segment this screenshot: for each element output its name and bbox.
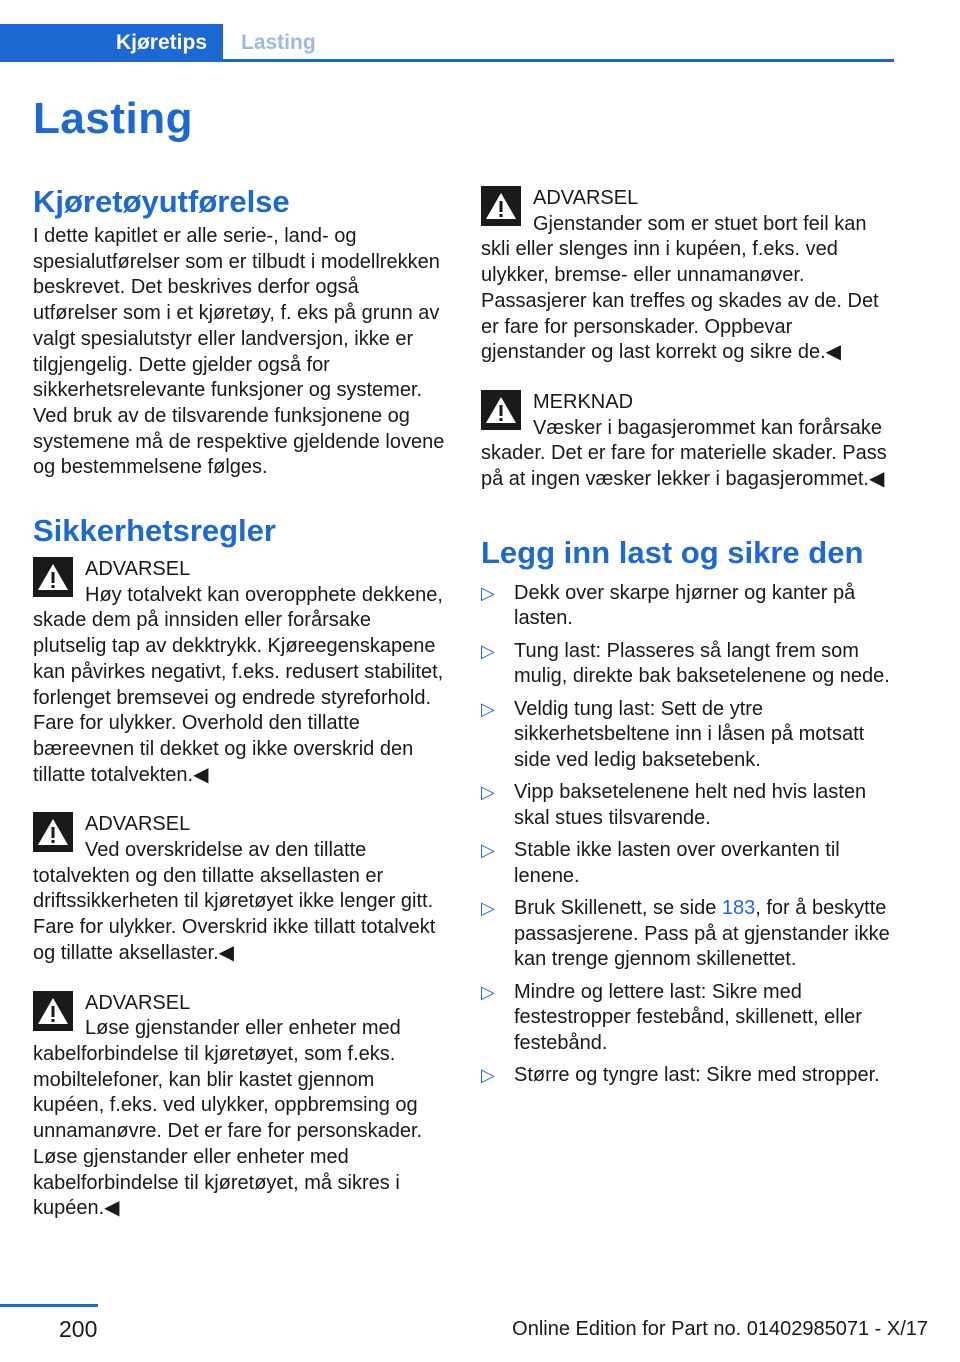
footer-rule [0,1304,98,1307]
warning-label: ADVARSEL [533,187,639,209]
warning-text: Gjenstander som er stuet bort feil kan skli eller slenges inn i kupéen, f.eks. ved ulykker, bremse- eller unnamanøver. Passasjerer kan treffes og skades av de. Det er fare for personskader. Oppbevar gjenstander og last korrekt og sikre de. [481,212,879,364]
warning-text: Høy totalvekt kan overopphete dekkene, skade dem på innsiden eller forårsake plutselig tap av dekktrykk. Kjøreegenskapene kan påvirkes negativt, f.eks. redusert stabilitet, forlenget bremsevei og endrede styreforhold. Fare for ulykker. Overhold den tillatte bæreevnen til dekket og ikke overskrid den tillatte totalvekten. [33,583,444,786]
warning-text: Ved overskridelse av den tillatte totalvekten og den tillatte aksellasten er driftssikkerheten til kjøretøyet ikke lenger gitt. Fare for ulykker. Overskrid ikke tillatt totalvekt og tillatte aksellaster. [33,839,436,964]
triangle-right-icon: ▷ [481,698,495,719]
notice-block [481,390,895,493]
list-item: ▷ Stable ikke lasten over overkanten til lenene. [481,839,840,887]
page-reference-link[interactable]: 183 [721,896,756,919]
notice-text: Væsker i bagasjerommet kan forårsake skader. Det er fare for materielle skader. Pass på at ingen væsker lekker i bagasjerommet. [481,416,887,491]
end-mark: ◀ [104,1197,120,1220]
page-number: 200 [59,1316,98,1342]
warning-triangle-icon [33,991,73,1031]
list-item: ▷ Veldig tung last: Sett de ytre sikkerhetsbeltene inn i låsen på motsatt side ved ledig baksetebenk. [481,697,865,771]
section-heading-loading: Legg inn last og sikre den [481,534,864,570]
tab-lasting[interactable]: Lasting [241,31,316,54]
list-item: ▷ Større og tyngre last: Sikre med stropper. [481,1063,895,1089]
triangle-right-icon: ▷ [481,840,495,861]
warning-triangle-icon [481,390,521,430]
warning-triangle-icon [481,186,521,226]
warning-block [33,991,447,1222]
triangle-right-icon: ▷ [481,1065,495,1086]
list-item: ▷ Mindre og lettere last: Sikre med festestropper festebånd, skillenett, eller festebånd. [481,980,862,1054]
warning-block [33,557,447,788]
end-mark: ◀ [218,941,235,964]
triangle-right-icon: ▷ [481,981,495,1002]
warning-block [481,186,895,366]
end-mark: ◀ [825,341,842,364]
page-title: Lasting [33,94,193,143]
list-item: ▷ Vipp baksetelenene helt ned hvis lasten skal stues tilsvarende. [481,781,867,829]
end-mark: ◀ [193,763,209,786]
left-column [33,180,447,1222]
end-mark: ◀ [868,468,885,491]
warning-triangle-icon [33,812,73,852]
loading-list [481,581,895,1089]
triangle-right-icon: ▷ [481,782,495,803]
list-item: ▷ Dekk over skarpe hjørner og kanter på lasten. [481,581,856,630]
header-tabbar [0,24,894,62]
triangle-right-icon: ▷ [481,897,495,918]
warning-text: Løse gjenstander eller enheter med kabelforbindelse til kjøretøyet, som f.eks. mobiltelefoner, kan blir kastet gjennom kupéen, f.eks. ved ulykker, oppbremsing og unnamanøvre. Det er fare for personskader. Løse gjenstander eller enheter med kabelforbindelse til kjøretøyet, må sikres i kupéen. [33,1017,423,1220]
warning-label: ADVARSEL [85,991,191,1014]
right-column [481,180,895,1095]
header-rule [0,59,894,62]
triangle-right-icon: ▷ [481,582,495,603]
edition-note: Online Edition for Part no. 01402985071 - X/17 [512,1318,928,1340]
warning-label: ADVARSEL [85,558,191,581]
warning-block [33,812,447,966]
list-item: ▷ Tung last: Plasseres så langt frem som mulig, direkte bak baksetelenene og nede. [481,639,890,688]
warning-label: ADVARSEL [85,813,191,836]
section-heading-safety: Sikkerhetsregler [33,513,276,549]
notice-label: MERKNAD [533,390,634,413]
triangle-right-icon: ▷ [481,640,495,661]
warning-triangle-icon [33,557,73,597]
design-paragraph: I dette kapitlet er alle serie-, land- og spesialutførelser som er tilbudt i modellrekken beskrevet. Det beskrives derfor også utførelser som i et kjøretøy, f. eks på grunn av valgt spesialutstyr eller landversjon, ikke er tilgjengelig. Dette gjelder også for sikkerhetsrelevante funksjoner og systemer. Ved bruk av de tilsvarende funksjonene og systemene må de respektive gjeldende lovene og bestemmelsene følges. [33,225,445,479]
section-heading-design: Kjøretøyutførelse [33,184,290,219]
list-item: ▷ Bruk Skillenett, se side 183, for å beskytte passasjerene. Pass på at gjenstander ikke kan trenge gjennom skillenettet. [481,896,890,971]
tab-kjoretips[interactable]: Kjøretips [0,24,223,62]
